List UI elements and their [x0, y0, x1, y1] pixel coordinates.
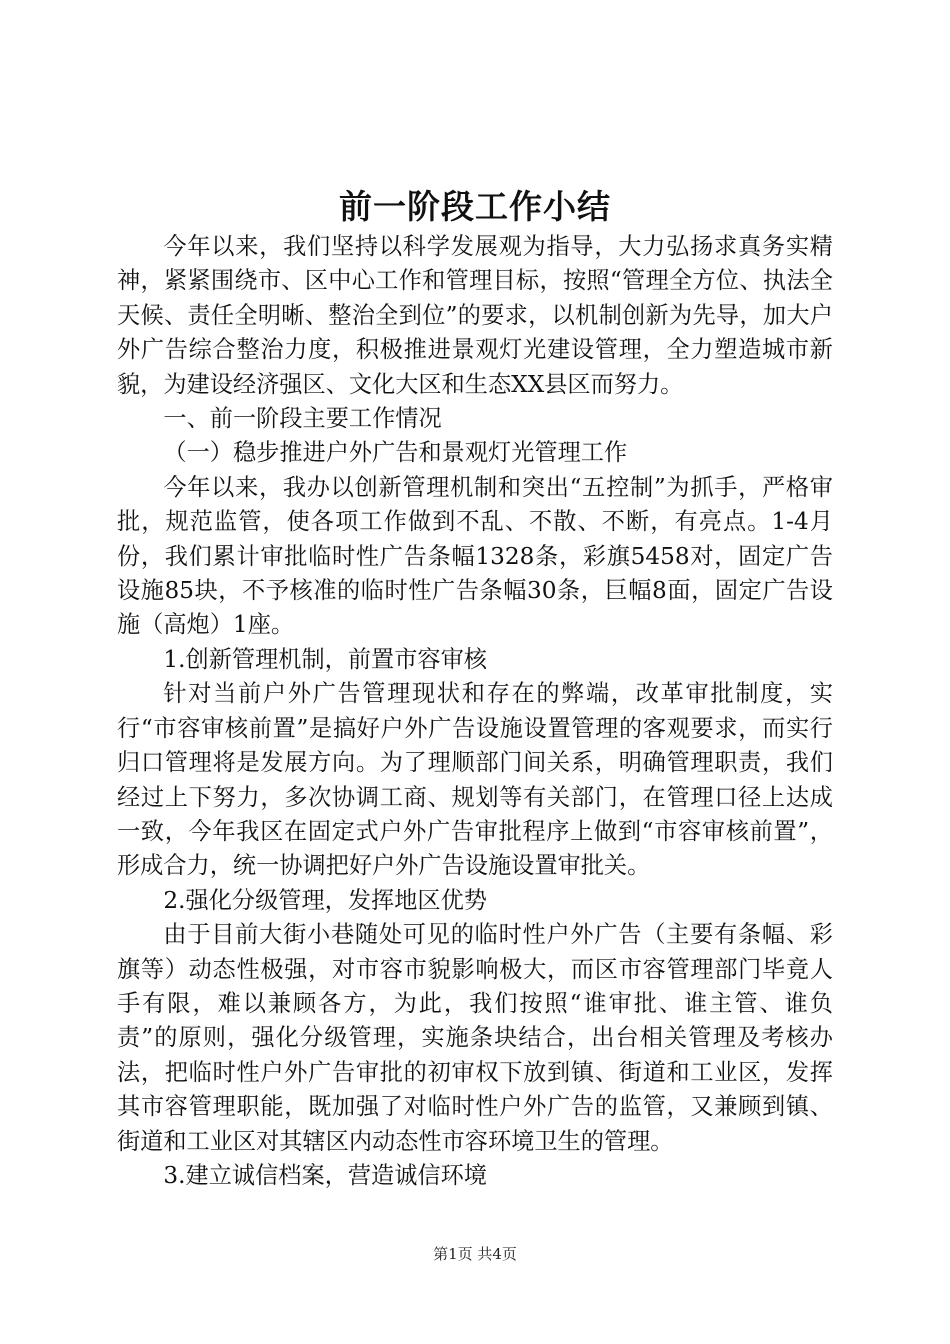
section-heading-1: 一、前一阶段主要工作情况	[163, 405, 442, 433]
item-heading-2: 2.强化分级管理，发挥地区优势	[163, 886, 487, 914]
paragraph-overview: 今年以来，我办以创新管理机制和突出“五控制”为抓手，严格审批，规范监管，使各项工作做到不乱、不散、不断，有亮点。1-4月份，我们累计审批临时性广告条幅1328条，彩旗5458对，固定广告设施85块，不予核准的临时性广告条幅30条，巨幅8面，固定广告设施（高炮）1座。	[117, 473, 833, 639]
document-title: 前一阶段工作小结	[339, 187, 611, 226]
page-footer: 第1页 共4页	[433, 1245, 517, 1263]
item-heading-1: 1.创新管理机制，前置市容审核	[163, 645, 487, 673]
paragraph-intro: 今年以来，我们坚持以科学发展观为指导，大力弘扬求真务实精神，紧紧围绕市、区中心工作和管理目标，按照“管理全方位、执法全天候、责任全明晰、整治全到位”的要求，以机制创新为先导，加大户外广告综合整治力度，积极推进景观灯光建设管理，全力塑造城市新貌，为建设经济强区、文化大区和生态XX县区而努力。	[117, 233, 833, 398]
document-body	[117, 230, 833, 1193]
paragraph-item-2: 由于目前大街小巷随处可见的临时性户外广告（主要有条幅、彩旗等）动态性极强，对市容市貌影响极大，而区市容管理部门毕竟人手有限，难以兼顾各方，为此，我们按照“谁审批、谁主管、谁负责”的原则，强化分级管理，实施条块结合，出台相关管理及考核办法，把临时性户外广告审批的初审权下放到镇、街道和工业区，发挥其市容管理职能，既加强了对临时性户外广告的监管，又兼顾到镇、街道和工业区对其辖区内动态性市容环境卫生的管理。	[117, 921, 833, 1155]
item-heading-3: 3.建立诚信档案，营造诚信环境	[163, 1161, 487, 1189]
subsection-heading-1: （一）稳步推进户外广告和景观灯光管理工作	[163, 439, 628, 467]
paragraph-item-1: 针对当前户外广告管理现状和存在的弊端，改革审批制度，实行“市容审核前置”是搞好户外广告设施设置管理的客观要求，而实行归口管理将是发展方向。为了理顺部门间关系，明确管理职责，我们经过上下努力，多次协调工商、规划等有关部门，在管理口径上达成一致，今年我区在固定式户外广告审批程序上做到“市容审核前置”，形成合力，统一协调把好户外广告设施设置审批关。	[117, 680, 833, 880]
